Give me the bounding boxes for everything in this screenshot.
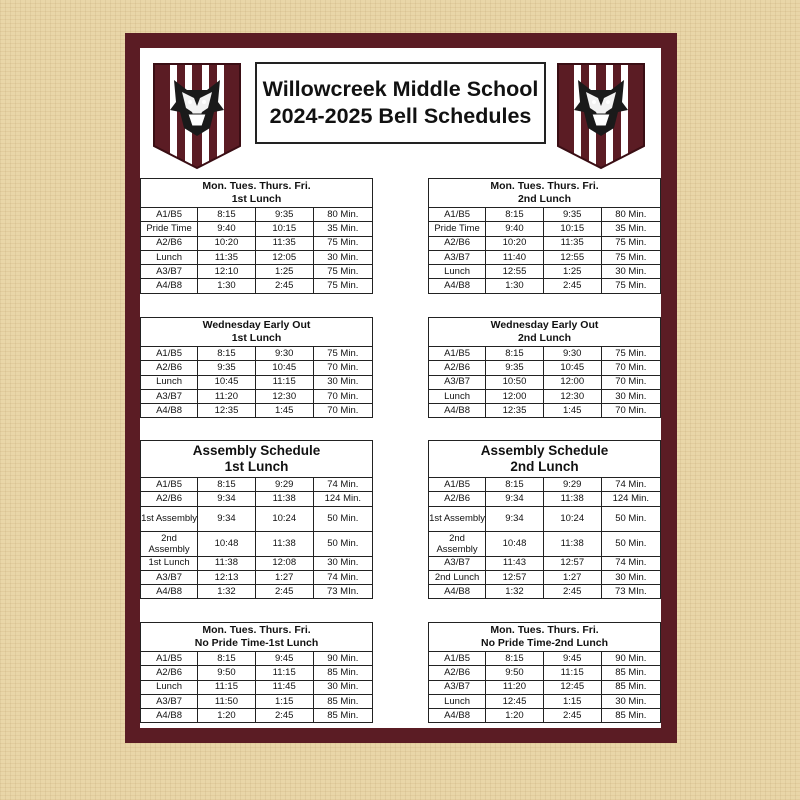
period-cell: A3/B7 (429, 250, 486, 264)
table-row (429, 570, 660, 584)
schedule-table (140, 440, 373, 599)
table-row (141, 652, 372, 666)
start-time-cell: 12:10 (198, 265, 256, 279)
start-time-cell: 9:40 (486, 222, 544, 236)
duration-cell: 75 Min. (601, 236, 660, 250)
period-cell: Lunch (141, 680, 198, 694)
schedule-table (428, 440, 661, 599)
period-cell: A1/B5 (429, 652, 486, 666)
duration-cell: 85 Min. (601, 680, 660, 694)
end-time-cell: 11:35 (543, 236, 601, 250)
start-time-cell: 9:35 (486, 361, 544, 375)
period-cell: A1/B5 (141, 652, 198, 666)
table-row (141, 361, 372, 375)
duration-cell: 70 Min. (601, 404, 660, 418)
schedule-subtitle: 1st Lunch (231, 193, 282, 205)
period-cell: A1/B5 (429, 478, 486, 492)
duration-cell: 50 Min. (313, 531, 372, 556)
schedule-subtitle: 2nd Lunch (517, 193, 572, 205)
schedule-subtitle: 2nd Lunch (510, 459, 579, 474)
period-cell: A3/B7 (429, 375, 486, 389)
duration-cell: 30 Min. (601, 570, 660, 584)
period-cell: A3/B7 (141, 265, 198, 279)
schedule-title: Wednesday Early Out (490, 319, 599, 331)
end-time-cell: 9:35 (255, 208, 313, 222)
schedule-subtitle: No Pride Time-2nd Lunch (481, 637, 608, 649)
table-row (429, 680, 660, 694)
start-time-cell: 11:40 (486, 250, 544, 264)
start-time-cell: 8:15 (486, 208, 544, 222)
end-time-cell: 9:45 (543, 652, 601, 666)
period-cell: A3/B7 (141, 694, 198, 708)
table-row (429, 666, 660, 680)
end-time-cell: 1:15 (543, 694, 601, 708)
duration-cell: 30 Min. (313, 556, 372, 570)
end-time-cell: 10:45 (543, 361, 601, 375)
table-row (141, 208, 372, 222)
table-row (141, 404, 372, 418)
start-time-cell: 1:30 (486, 279, 544, 293)
duration-cell: 30 Min. (601, 694, 660, 708)
duration-cell: 70 Min. (601, 361, 660, 375)
duration-cell: 70 Min. (601, 375, 660, 389)
start-time-cell: 11:43 (486, 556, 544, 570)
table-row (141, 531, 372, 556)
table-row (429, 347, 660, 361)
start-time-cell: 9:34 (198, 492, 256, 506)
schedule-table (428, 622, 661, 723)
period-cell: A3/B7 (141, 389, 198, 403)
period-cell: A2/B6 (429, 492, 486, 506)
start-time-cell: 8:15 (486, 652, 544, 666)
start-time-cell: 8:15 (198, 478, 256, 492)
schedule-title: Mon. Tues. Thurs. Fri. (490, 624, 599, 636)
end-time-cell: 12:30 (255, 389, 313, 403)
start-time-cell: 9:50 (198, 666, 256, 680)
start-time-cell: 12:35 (486, 404, 544, 418)
start-time-cell: 9:34 (486, 492, 544, 506)
start-time-cell: 9:34 (198, 506, 256, 531)
table-row (429, 694, 660, 708)
period-cell: A1/B5 (429, 208, 486, 222)
period-cell: 2nd Assembly (141, 531, 198, 556)
table-row (141, 250, 372, 264)
start-time-cell: 11:20 (198, 389, 256, 403)
schedule-header (429, 441, 660, 478)
duration-cell: 124 Min. (601, 492, 660, 506)
duration-cell: 90 Min. (313, 652, 372, 666)
start-time-cell: 12:55 (486, 265, 544, 279)
start-time-cell: 11:35 (198, 250, 256, 264)
table-row (141, 570, 372, 584)
duration-cell: 75 Min. (313, 236, 372, 250)
period-cell: 1st Assembly (141, 506, 198, 531)
schedule-header (141, 623, 372, 652)
table-row (429, 652, 660, 666)
period-cell: Lunch (141, 250, 198, 264)
start-time-cell: 10:20 (198, 236, 256, 250)
start-time-cell: 1:32 (486, 585, 544, 599)
table-row (429, 222, 660, 236)
duration-cell: 75 Min. (313, 347, 372, 361)
duration-cell: 30 Min. (313, 375, 372, 389)
duration-cell: 80 Min. (313, 208, 372, 222)
start-time-cell: 12:45 (486, 694, 544, 708)
start-time-cell: 12:00 (486, 389, 544, 403)
period-cell: A1/B5 (141, 478, 198, 492)
start-time-cell: 8:15 (486, 478, 544, 492)
duration-cell: 75 Min. (601, 250, 660, 264)
table-row (141, 236, 372, 250)
period-cell: A3/B7 (429, 556, 486, 570)
end-time-cell: 1:25 (543, 265, 601, 279)
schedule-table (140, 317, 373, 418)
start-time-cell: 9:50 (486, 666, 544, 680)
end-time-cell: 10:15 (543, 222, 601, 236)
duration-cell: 30 Min. (601, 265, 660, 279)
end-time-cell: 2:45 (543, 279, 601, 293)
school-name: Willowcreek Middle School (262, 77, 539, 101)
period-cell: A2/B6 (141, 666, 198, 680)
period-cell: A2/B6 (141, 492, 198, 506)
period-cell: A4/B8 (141, 404, 198, 418)
start-time-cell: 10:48 (486, 531, 544, 556)
period-cell: Pride Time (141, 222, 198, 236)
schedule-subtitle: 1st Lunch (231, 332, 282, 344)
wolf-mascot-icon (152, 62, 242, 170)
duration-cell: 85 Min. (313, 694, 372, 708)
duration-cell: 73 MIn. (313, 585, 372, 599)
start-time-cell: 1:30 (198, 279, 256, 293)
end-time-cell: 11:35 (255, 236, 313, 250)
schedule-header (429, 623, 660, 652)
duration-cell: 70 Min. (313, 361, 372, 375)
duration-cell: 124 Min. (313, 492, 372, 506)
duration-cell: 35 Min. (601, 222, 660, 236)
schedule-title: Assembly Schedule (192, 443, 321, 458)
period-cell: Lunch (429, 265, 486, 279)
duration-cell: 30 Min. (313, 250, 372, 264)
start-time-cell: 11:20 (486, 680, 544, 694)
start-time-cell: 11:15 (198, 680, 256, 694)
poster-title (255, 62, 546, 144)
end-time-cell: 12:08 (255, 556, 313, 570)
period-cell: A3/B7 (141, 570, 198, 584)
start-time-cell: 1:32 (198, 585, 256, 599)
end-time-cell: 11:38 (543, 492, 601, 506)
end-time-cell: 2:45 (255, 585, 313, 599)
duration-cell: 70 Min. (313, 404, 372, 418)
period-cell: Lunch (429, 694, 486, 708)
period-cell: A1/B5 (141, 347, 198, 361)
period-cell: A2/B6 (141, 236, 198, 250)
table-row (429, 492, 660, 506)
duration-cell: 30 Min. (313, 680, 372, 694)
table-row (141, 375, 372, 389)
end-time-cell: 2:45 (255, 279, 313, 293)
start-time-cell: 1:20 (198, 709, 256, 723)
table-row (141, 666, 372, 680)
end-time-cell: 12:30 (543, 389, 601, 403)
start-time-cell: 10:45 (198, 375, 256, 389)
start-time-cell: 10:48 (198, 531, 256, 556)
duration-cell: 85 Min. (601, 709, 660, 723)
period-cell: 2nd Lunch (429, 570, 486, 584)
wolf-mascot-icon (556, 62, 646, 170)
duration-cell: 74 Min. (313, 570, 372, 584)
end-time-cell: 10:24 (255, 506, 313, 531)
end-time-cell: 11:45 (255, 680, 313, 694)
schedule-header (141, 179, 372, 208)
duration-cell: 74 Min. (601, 556, 660, 570)
table-row (429, 478, 660, 492)
table-row (141, 680, 372, 694)
period-cell: A4/B8 (429, 404, 486, 418)
end-time-cell: 12:57 (543, 556, 601, 570)
schedule-header (429, 179, 660, 208)
end-time-cell: 9:45 (255, 652, 313, 666)
table-row (141, 492, 372, 506)
period-cell: Lunch (429, 389, 486, 403)
schedule-table (428, 317, 661, 418)
table-row (141, 279, 372, 293)
schedule-header (141, 318, 372, 347)
table-row (429, 404, 660, 418)
table-row (429, 531, 660, 556)
table-row (429, 375, 660, 389)
start-time-cell: 9:40 (198, 222, 256, 236)
start-time-cell: 12:13 (198, 570, 256, 584)
start-time-cell: 12:57 (486, 570, 544, 584)
table-row (429, 361, 660, 375)
duration-cell: 50 Min. (313, 506, 372, 531)
duration-cell: 50 Min. (601, 506, 660, 531)
table-row (429, 709, 660, 723)
duration-cell: 70 Min. (313, 389, 372, 403)
duration-cell: 80 Min. (601, 208, 660, 222)
duration-cell: 75 Min. (601, 279, 660, 293)
schedule-table (428, 178, 661, 294)
schedule-title: Mon. Tues. Thurs. Fri. (202, 624, 311, 636)
end-time-cell: 1:15 (255, 694, 313, 708)
end-time-cell: 2:45 (543, 709, 601, 723)
table-row (141, 222, 372, 236)
period-cell: Pride Time (429, 222, 486, 236)
end-time-cell: 12:45 (543, 680, 601, 694)
table-row (141, 389, 372, 403)
table-row (141, 265, 372, 279)
end-time-cell: 12:05 (255, 250, 313, 264)
period-cell: A3/B7 (429, 680, 486, 694)
period-cell: A4/B8 (141, 279, 198, 293)
end-time-cell: 11:38 (255, 531, 313, 556)
end-time-cell: 12:00 (543, 375, 601, 389)
schedule-title: Mon. Tues. Thurs. Fri. (202, 180, 311, 192)
duration-cell: 74 Min. (313, 478, 372, 492)
end-time-cell: 9:30 (255, 347, 313, 361)
schedule-subtitle: No Pride Time-1st Lunch (194, 637, 319, 649)
table-row (141, 585, 372, 599)
schedule-title: Mon. Tues. Thurs. Fri. (490, 180, 599, 192)
duration-cell: 74 Min. (601, 478, 660, 492)
start-time-cell: 8:15 (198, 347, 256, 361)
start-time-cell: 11:38 (198, 556, 256, 570)
period-cell: A2/B6 (429, 236, 486, 250)
start-time-cell: 1:20 (486, 709, 544, 723)
period-cell: 1st Assembly (429, 506, 486, 531)
start-time-cell: 8:15 (198, 652, 256, 666)
end-time-cell: 11:38 (255, 492, 313, 506)
duration-cell: 90 Min. (601, 652, 660, 666)
period-cell: A2/B6 (429, 666, 486, 680)
duration-cell: 75 Min. (601, 347, 660, 361)
table-row (429, 208, 660, 222)
table-row (141, 347, 372, 361)
end-time-cell: 1:27 (255, 570, 313, 584)
start-time-cell: 12:35 (198, 404, 256, 418)
schedule-header (429, 318, 660, 347)
period-cell: 1st Lunch (141, 556, 198, 570)
table-row (429, 236, 660, 250)
table-row (429, 556, 660, 570)
start-time-cell: 10:50 (486, 375, 544, 389)
end-time-cell: 10:45 (255, 361, 313, 375)
schedule-title: Assembly Schedule (480, 443, 609, 458)
table-row (429, 279, 660, 293)
table-row (141, 709, 372, 723)
period-cell: A2/B6 (141, 361, 198, 375)
period-cell: A4/B8 (429, 279, 486, 293)
start-time-cell: 10:20 (486, 236, 544, 250)
period-cell: A4/B8 (429, 709, 486, 723)
start-time-cell: 8:15 (486, 347, 544, 361)
end-time-cell: 9:29 (543, 478, 601, 492)
duration-cell: 73 MIn. (601, 585, 660, 599)
duration-cell: 75 Min. (313, 265, 372, 279)
period-cell: A4/B8 (141, 709, 198, 723)
end-time-cell: 2:45 (255, 709, 313, 723)
period-cell: A4/B8 (141, 585, 198, 599)
end-time-cell: 9:29 (255, 478, 313, 492)
period-cell: 2nd Assembly (429, 531, 486, 556)
duration-cell: 85 Min. (601, 666, 660, 680)
table-row (141, 478, 372, 492)
end-time-cell: 10:24 (543, 506, 601, 531)
table-row (429, 265, 660, 279)
schedule-subtitle: 1st Lunch (224, 459, 289, 474)
period-cell: Lunch (141, 375, 198, 389)
duration-cell: 75 Min. (313, 279, 372, 293)
period-cell: A1/B5 (429, 347, 486, 361)
period-cell: A4/B8 (429, 585, 486, 599)
duration-cell: 35 Min. (313, 222, 372, 236)
table-row (429, 506, 660, 531)
start-time-cell: 8:15 (198, 208, 256, 222)
end-time-cell: 11:38 (543, 531, 601, 556)
start-time-cell: 9:34 (486, 506, 544, 531)
duration-cell: 85 Min. (313, 709, 372, 723)
table-row (429, 389, 660, 403)
schedule-year: 2024-2025 Bell Schedules (269, 104, 532, 128)
period-cell: A2/B6 (429, 361, 486, 375)
end-time-cell: 1:25 (255, 265, 313, 279)
table-row (141, 694, 372, 708)
end-time-cell: 12:55 (543, 250, 601, 264)
end-time-cell: 1:27 (543, 570, 601, 584)
start-time-cell: 9:35 (198, 361, 256, 375)
schedule-header (141, 441, 372, 478)
end-time-cell: 2:45 (543, 585, 601, 599)
end-time-cell: 10:15 (255, 222, 313, 236)
period-cell: A1/B5 (141, 208, 198, 222)
table-row (429, 585, 660, 599)
schedule-title: Wednesday Early Out (202, 319, 311, 331)
schedule-table (140, 178, 373, 294)
table-row (141, 556, 372, 570)
end-time-cell: 11:15 (255, 375, 313, 389)
table-row (141, 506, 372, 531)
end-time-cell: 11:15 (255, 666, 313, 680)
end-time-cell: 9:35 (543, 208, 601, 222)
end-time-cell: 11:15 (543, 666, 601, 680)
start-time-cell: 11:50 (198, 694, 256, 708)
duration-cell: 30 Min. (601, 389, 660, 403)
end-time-cell: 1:45 (255, 404, 313, 418)
schedule-subtitle: 2nd Lunch (517, 332, 572, 344)
duration-cell: 85 Min. (313, 666, 372, 680)
schedule-table (140, 622, 373, 723)
duration-cell: 50 Min. (601, 531, 660, 556)
table-row (429, 250, 660, 264)
end-time-cell: 9:30 (543, 347, 601, 361)
end-time-cell: 1:45 (543, 404, 601, 418)
